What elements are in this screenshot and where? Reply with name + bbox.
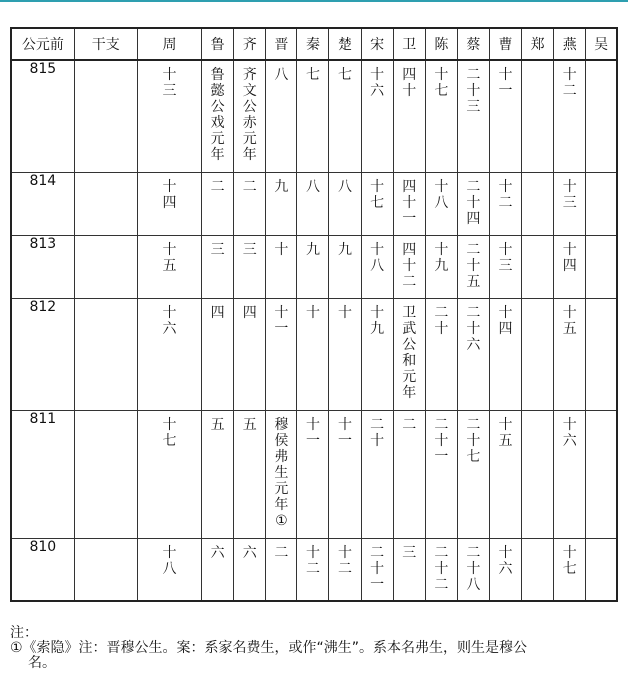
reign-year-cell	[425, 172, 457, 235]
reign-year-cell	[393, 235, 425, 298]
reign-year-cell	[361, 172, 393, 235]
reign-year-cell	[425, 60, 457, 172]
footnote-1: ①《索隐》注：晋穆公生。案：系家名费生，或作“沸生”。系本名弗生，则生是穆公	[10, 640, 528, 656]
reign-year-text: 齐文公赤元年	[242, 67, 257, 163]
footnotes	[10, 626, 622, 671]
reign-year-text: 十八	[434, 178, 449, 211]
reign-year-text: 四十二	[402, 241, 417, 290]
reign-year-text: 十一	[338, 416, 353, 449]
year-cell: 812	[11, 298, 74, 410]
reign-year-text: 十	[305, 304, 320, 321]
reign-year-text: 七	[305, 67, 320, 83]
reign-year-text: 卫武公和元年	[402, 304, 417, 401]
reign-year-cell	[137, 538, 201, 601]
reign-year-text: 五	[242, 416, 257, 433]
column-header: 鲁	[202, 28, 234, 60]
reign-year-cell	[554, 235, 586, 298]
notes-title: 注：	[10, 625, 38, 641]
reign-year-text: 六	[242, 544, 257, 561]
reign-year-cell	[393, 298, 425, 410]
reign-year-text: 三	[402, 544, 417, 561]
reign-year-cell	[329, 298, 361, 410]
reign-year-cell	[234, 172, 266, 235]
reign-year-text: 八	[274, 67, 289, 83]
reign-year-text: 二十三	[466, 67, 481, 115]
column-header: 燕	[554, 28, 586, 60]
reign-year-text: 十七	[162, 416, 177, 449]
column-header: 楚	[329, 28, 361, 60]
reign-year-cell	[266, 538, 297, 601]
reign-year-text: 五	[210, 416, 225, 433]
year-cell: 811	[11, 410, 74, 538]
reign-year-cell	[137, 298, 201, 410]
reign-year-cell	[361, 410, 393, 538]
reign-year-cell	[202, 538, 234, 601]
reign-year-cell	[489, 298, 521, 410]
reign-year-cell	[202, 410, 234, 538]
reign-year-cell	[554, 60, 586, 172]
reign-year-text: 十七	[370, 178, 385, 211]
reign-year-cell	[457, 172, 489, 235]
reign-year-cell	[297, 172, 329, 235]
column-header: 周	[137, 28, 201, 60]
reign-year-text: 十七	[562, 544, 577, 577]
reign-year-text: 二十一	[434, 416, 449, 465]
reign-year-text: 四十	[402, 67, 417, 99]
reign-year-cell	[329, 172, 361, 235]
reign-year-cell	[329, 235, 361, 298]
reign-year-cell	[202, 298, 234, 410]
reign-year-cell	[522, 235, 554, 298]
reign-year-text: 八	[305, 178, 320, 195]
reign-year-text: 十九	[370, 304, 385, 337]
reign-year-cell	[329, 60, 361, 172]
reign-year-cell	[361, 298, 393, 410]
column-header: 晋	[266, 28, 297, 60]
reign-year-cell	[361, 235, 393, 298]
top-accent-line	[0, 0, 628, 2]
reign-year-cell	[393, 172, 425, 235]
reign-year-text: 二十一	[370, 544, 385, 593]
reign-year-cell	[522, 538, 554, 601]
reign-year-cell	[202, 60, 234, 172]
reign-year-text: 十	[274, 241, 289, 258]
reign-year-cell	[457, 410, 489, 538]
table-row	[11, 298, 617, 410]
reign-year-text: 二十四	[466, 178, 481, 227]
reign-year-cell	[297, 298, 329, 410]
reign-year-text: 二	[274, 544, 289, 561]
column-header: 宋	[361, 28, 393, 60]
reign-year-text: 二十五	[466, 241, 481, 290]
reign-year-cell	[234, 235, 266, 298]
reign-year-cell	[266, 60, 297, 172]
ganzhi-cell	[74, 235, 137, 298]
reign-year-cell	[329, 410, 361, 538]
reign-year-text: 八	[338, 178, 353, 195]
reign-year-text: 十	[338, 304, 353, 321]
reign-year-cell	[297, 60, 329, 172]
reign-year-cell	[425, 298, 457, 410]
column-header: 曹	[489, 28, 521, 60]
reign-year-cell	[522, 298, 554, 410]
reign-year-cell	[554, 410, 586, 538]
reign-year-cell	[457, 538, 489, 601]
reign-year-cell	[266, 172, 297, 235]
column-header: 秦	[297, 28, 329, 60]
column-header: 公元前	[11, 28, 74, 60]
reign-year-text: 二	[210, 178, 225, 195]
table-row	[11, 60, 617, 172]
reign-year-cell	[586, 298, 617, 410]
reign-year-cell	[234, 60, 266, 172]
reign-year-text: 十八	[162, 544, 177, 577]
reign-year-text: 鲁懿公戏元年	[210, 67, 225, 163]
reign-year-cell	[297, 235, 329, 298]
year-cell: 814	[11, 172, 74, 235]
reign-year-cell	[393, 410, 425, 538]
reign-year-cell	[489, 538, 521, 601]
reign-year-cell	[489, 410, 521, 538]
table-row	[11, 172, 617, 235]
reign-year-text: 十六	[562, 416, 577, 449]
reign-year-cell	[137, 60, 201, 172]
reign-year-text: 十三	[562, 178, 577, 211]
reign-year-cell	[234, 298, 266, 410]
column-header: 干支	[74, 28, 137, 60]
reign-year-cell	[489, 172, 521, 235]
reign-year-text: 十七	[434, 67, 449, 99]
reign-year-text: 十一	[498, 67, 513, 99]
reign-year-cell	[522, 172, 554, 235]
reign-year-cell	[489, 235, 521, 298]
table-row	[11, 235, 617, 298]
reign-year-text: 十二	[338, 544, 353, 577]
column-header: 郑	[522, 28, 554, 60]
year-cell: 810	[11, 538, 74, 601]
column-header: 蔡	[457, 28, 489, 60]
reign-year-cell	[425, 538, 457, 601]
reign-year-text: 十五	[562, 304, 577, 337]
reign-year-cell	[457, 60, 489, 172]
reign-year-text: 穆侯弗生元年①	[274, 416, 289, 529]
reign-year-cell	[137, 172, 201, 235]
footnote-1-continued: 名。	[28, 655, 56, 671]
reign-year-cell	[234, 410, 266, 538]
reign-year-text: 十四	[162, 178, 177, 211]
reign-year-cell	[522, 410, 554, 538]
reign-year-text: 十四	[498, 304, 513, 337]
reign-year-cell	[202, 172, 234, 235]
reign-year-cell	[266, 410, 297, 538]
reign-year-text: 二	[242, 178, 257, 195]
reign-year-text: 四十一	[402, 178, 417, 227]
table-row	[11, 410, 617, 538]
reign-year-text: 七	[338, 67, 353, 83]
reign-year-cell	[266, 235, 297, 298]
column-header: 吴	[586, 28, 617, 60]
ganzhi-cell	[74, 172, 137, 235]
ganzhi-cell	[74, 60, 137, 172]
column-header: 卫	[393, 28, 425, 60]
reign-year-cell	[137, 410, 201, 538]
table-row	[11, 538, 617, 601]
reign-year-cell	[489, 60, 521, 172]
reign-year-text: 九	[274, 178, 289, 195]
reign-year-text: 十五	[498, 416, 513, 449]
table-body	[11, 60, 617, 601]
reign-year-cell	[425, 410, 457, 538]
reign-year-cell	[202, 235, 234, 298]
reign-year-cell	[586, 235, 617, 298]
reign-year-text: 三	[242, 241, 257, 258]
reign-year-cell	[137, 235, 201, 298]
reign-year-text: 十六	[162, 304, 177, 337]
reign-year-cell	[522, 60, 554, 172]
reign-year-cell	[361, 60, 393, 172]
year-cell: 813	[11, 235, 74, 298]
reign-year-cell	[586, 410, 617, 538]
reign-year-text: 二十	[434, 304, 449, 337]
ganzhi-cell	[74, 410, 137, 538]
reign-year-cell	[554, 298, 586, 410]
reign-year-cell	[425, 235, 457, 298]
reign-year-text: 六	[210, 544, 225, 561]
reign-year-cell	[393, 538, 425, 601]
reign-year-text: 四	[210, 304, 225, 321]
reign-year-text: 十四	[562, 241, 577, 274]
reign-year-text: 十一	[274, 304, 289, 337]
reign-year-cell	[457, 298, 489, 410]
chronicle-table	[10, 27, 618, 602]
ganzhi-cell	[74, 538, 137, 601]
reign-year-cell	[361, 538, 393, 601]
year-cell: 815	[11, 60, 74, 172]
reign-year-text: 十三	[498, 241, 513, 274]
ganzhi-cell	[74, 298, 137, 410]
reign-year-cell	[329, 538, 361, 601]
reign-year-text: 四	[242, 304, 257, 321]
reign-year-text: 九	[305, 241, 320, 258]
column-header: 齐	[234, 28, 266, 60]
reign-year-cell	[297, 410, 329, 538]
reign-year-text: 二十七	[466, 416, 481, 465]
reign-year-cell	[586, 172, 617, 235]
reign-year-text: 十三	[162, 67, 177, 99]
column-header: 陈	[425, 28, 457, 60]
reign-year-text: 十九	[434, 241, 449, 274]
reign-year-text: 十八	[370, 241, 385, 274]
reign-year-text: 二十	[370, 416, 385, 449]
reign-year-text: 十二	[305, 544, 320, 577]
reign-year-text: 十五	[162, 241, 177, 274]
reign-year-cell	[234, 538, 266, 601]
reign-year-cell	[266, 298, 297, 410]
reign-year-text: 二	[402, 416, 417, 433]
reign-year-text: 十一	[305, 416, 320, 449]
reign-year-text: 十六	[370, 67, 385, 99]
reign-year-cell	[393, 60, 425, 172]
reign-year-cell	[586, 538, 617, 601]
reign-year-cell	[457, 235, 489, 298]
reign-year-text: 十二	[562, 67, 577, 99]
reign-year-text: 二十八	[466, 544, 481, 593]
reign-year-text: 十六	[498, 544, 513, 577]
reign-year-text: 十二	[498, 178, 513, 211]
reign-year-text: 二十六	[466, 304, 481, 353]
reign-year-cell	[297, 538, 329, 601]
reign-year-text: 二十二	[434, 544, 449, 593]
reign-year-cell	[586, 60, 617, 172]
reign-year-text: 三	[210, 241, 225, 258]
header-row	[11, 28, 617, 60]
reign-year-text: 九	[338, 241, 353, 258]
table-header	[11, 28, 617, 60]
reign-year-cell	[554, 172, 586, 235]
reign-year-cell	[554, 538, 586, 601]
